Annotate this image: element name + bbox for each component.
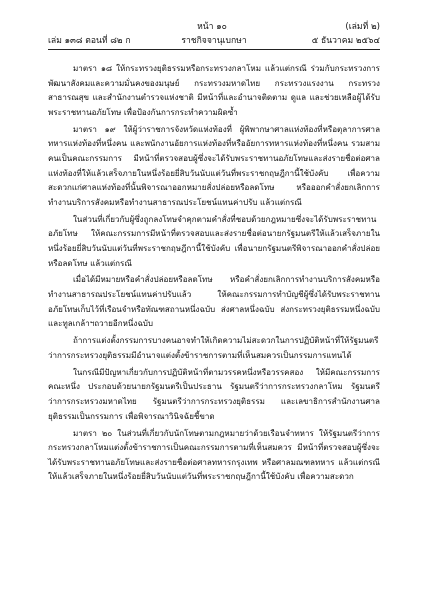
section-19-paragraph-5: ในกรณีมีปัญหาเกี่ยวกับการปฏิบัติหน้าที่ตามวรรคหนึ่งหรือวรรคสอง ให้มีคณะกรรมการคณะหนึ่ง ประกอบด้วยนายกรัฐมนตรีเป็นประธาน รัฐมนตรีว่าการกระทรวงกลาโหม รัฐมนตรีว่าการกระทรวงมหาดไทย รัฐมนตรีว่าการกระทรวงยุติธรรม และเลขาธิการสำนักงานศาลยุติธรรมเป็นกรรมการ เพื่อพิจารณาวินิจฉัยชี้ขาด xyxy=(48,367,380,421)
section-18-paragraph: มาตรา ๑๘ ให้กระทรวงยุติธรรมหรือกระทรวงกลาโหม แล้วแต่กรณี ร่วมกับกระทรวงการพัฒนาสังคมและความมั่นคงของมนุษย์ กระทรวงมหาดไทย กระทรวงแรงงาน กระทรวงสาธารณสุข และสำนักงานตำรวจแห่งชาติ มีหน้าที่และอำนาจติดตาม ดูแล และช่วยเหลือผู้ได้รับพระราชทานอภัยโทษ เพื่อป้องกันการกระทำความผิดซ้ำ xyxy=(48,64,380,117)
section-19-paragraph-3: เมื่อได้มีหมายหรือคำสั่งปล่อยหรือลดโทษ หรือคำสั่งยกเลิกการทำงานบริการสังคมหรือทำงานสาธารณประโยชน์แทนค่าปรับแล้ว ให้คณะกรรมการทำบัญชีผู้ซึ่งได้รับพระราชทานอภัยโทษเก็บไว้ที่เรือนจำหรือทัณฑสถานหนึ่งฉบับ ส่งศาลหนึ่งฉบับ ส่งกระทรวงยุติธรรมหนึ่งฉบับ และทูลเกล้าฯถวายอีกหนึ่งฉบับ xyxy=(48,275,380,329)
section-19-paragraph-4: ถ้าการแต่งตั้งกรรมการบางคนอาจทำให้เกิดความไม่สะดวกในการปฏิบัติหน้าที่ให้รัฐมนตรีว่าการกระทรวงยุติธรรมมีอำนาจแต่งตั้งข้าราชการตามที่เห็นสมควรเป็นกรรมการแทนได้ xyxy=(48,336,379,360)
issue-info: เล่ม ๑๓๘ ตอนที่ ๘๒ ก xyxy=(48,36,131,46)
section-19-paragraph-2: ในส่วนที่เกี่ยวกับผู้ซึ่งถูกลงโทษจำคุกตามคำสั่งที่ชอบด้วยกฎหมายซึ่งจะได้รับพระราชทานอภัยโทษ ให้คณะกรรมการมีหน้าที่ตรวจสอบและส่งรายชื่อต่อนายกรัฐมนตรีให้แล้วเสร็จภายในหนึ่งร้อยยี่สิบวันนับแต่วันที่พระราชกฤษฎีกานี้ใช้บังคับ เพื่อนายกรัฐมนตรีพิจารณาออกคำสั่งปล่อยหรือลดโทษ แล้วแต่กรณี xyxy=(48,214,380,268)
volume-label: (เล่มที่ ๒) xyxy=(345,22,380,32)
page-number: หน้า ๑๐ xyxy=(197,22,227,32)
header-row xyxy=(48,35,380,47)
gazette-name: ราชกิจจานุเบกษา xyxy=(181,36,247,46)
document-body xyxy=(48,62,380,487)
header-divider xyxy=(48,49,380,50)
issue-date: ๕ ธันวาคม ๒๕๖๔ xyxy=(311,36,380,46)
section-20-paragraph: มาตรา ๒๐ ในส่วนที่เกี่ยวกับนักโทษตามกฎหมายว่าด้วยเรือนจำทหาร ให้รัฐมนตรีว่าการกระทรวงกลาโหมแต่งตั้งข้าราชการเป็นคณะกรรมการตามที่เห็นสมควร มีหน้าที่ตรวจสอบผู้ซึ่งจะได้รับพระราชทานอภัยโทษและส่งรายชื่อต่อศาลทหารกรุงเทพ หรือศาลมณฑลทหาร แล้วแต่กรณีให้แล้วเสร็จภายในหนึ่งร้อยยี่สิบวันนับแต่วันที่พระราชกฤษฎีกานี้ใช้บังคับ เพื่อความสะดวก xyxy=(48,428,380,482)
section-19-paragraph: มาตรา ๑๙ ให้ผู้ว่าราชการจังหวัดแห่งท้องที่ ผู้พิพากษาศาลแห่งท้องที่หรือตุลาการศาลทหารแห่งท้องที่หนึ่งคน และพนักงานอัยการแห่งท้องที่หรืออัยการทหารแห่งท้องที่หนึ่งคน รวมสามคนเป็นคณะกรรมการ มีหน้าที่ตรวจสอบผู้ซึ่งจะได้รับพระราชทานอภัยโทษและส่งรายชื่อต่อศาลแห่งท้องที่ให้แล้วเสร็จภายในหนึ่งร้อยยี่สิบวันนับแต่วันที่พระราชกฤษฎีกานี้ใช้บังคับ เพื่อความสะดวกแก่ศาลแห่งท้องที่นั้นพิจารณาออกหมายสั่งปล่อยหรือลดโทษ หรือออกคำสั่งยกเลิกการทำงานบริการสังคมหรือทำงานสาธารณประโยชน์แทนค่าปรับ แล้วแต่กรณี xyxy=(48,124,380,207)
